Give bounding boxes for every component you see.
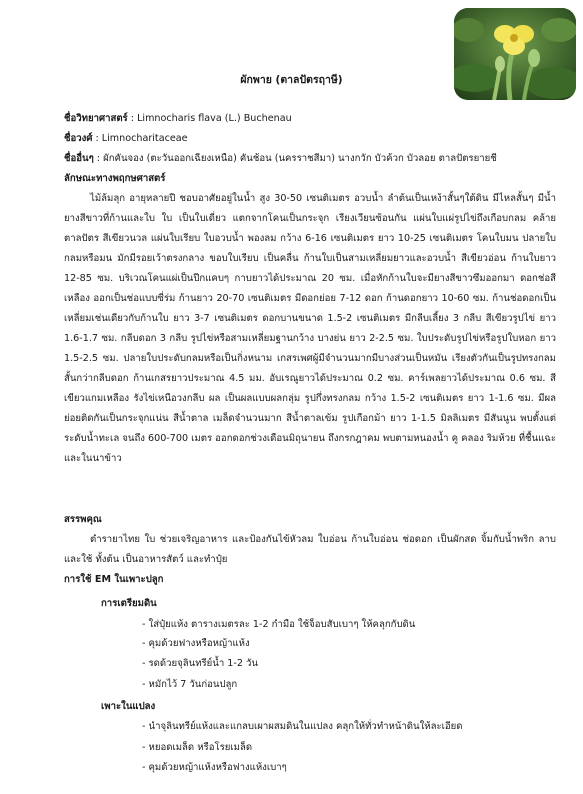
soil-step: - รดด้วยจุลินทรีย์น้ำ 1-2 วัน — [142, 658, 258, 669]
botany-text: ไม้ล้มลุก อายุหลายปี ชอบอาศัยอยู่ในน้ำ สูง 30-50 เซนติเมตร อวบน้ำ ลำต้นเป็นเหง้าสั้นๆใต้ดิน มีไหลสั้นๆ มีน้ำยางสีขาวที่ก้านและใบ ใบ เป็นใบเดี่ยว แตกจากโคนเป็นกระจุก เรียงเวียนซ้อนกัน แผ่นใบแผ่รูปไข่ถึงเกือบกลม คล้ายตาลปัตร สีเขียวนวล แผ่นใบเรียบ ใบอวบน้ำ พองลม กว้าง 6-16 เซนติเมตร ยาว 10-25 เซนติเมตร โคนใบมน ปลายใบกลมหรือมน มักมีรอยเว้าตรงกลาง ขอบใบเรียบ เป็นคลื่น ก้านใบเป็นสามเหลี่ยมยาวและอวบน้ำ สีเขียวอ่อน ก้านใบยาว 12-85 ซม. บริเวณโคนแผ่เป็นปีกแคบๆ กาบยาวได้ประมาณ 20 ซม. เมื่อหักก้านใบจะมียางสีขาวซึมออกมา ดอกช่อสีเหลือง ออกเป็นช่อแบบซี่ร่ม ก้านยาว 20-70 เซนติเมตร มีดอกย่อย 7-12 ดอก ก้านดอกยาว 10-60 ซม. ก้านช่อดอกเป็นเหลี่ยมเช่นเดียวกับก้านใบ ยาว 3-7 เซนติเมตร ดอกบานขนาด 1.5-2 เซนติเมตร มีกลีบเลี้ยง 3 กลีบ สีเขียวรูปไข่ ยาว 1.6-1.7 ซม. กลีบดอก 3 กลีบ รูปไข่หรือสามเหลี่ยมฐานกว้าง บางย่น ยาว 2-2.5 ซม. ใบประดับรูปไข่หรือรูปใบหอก ยาว 1.5-2.5 ซม. ปลายใบประดับกลมหรือเป็นกิ่งหนาม เกสรเพศผู้มีจำนวนมากมีบางส่วนเป็นหมัน เรียงตัวกันเป็นรูปทรงกลม สั้นกว่ากลีบดอก ก้านเกสรยาวประมาณ 4.5 มม. อับเรณูยาวได้ประมาณ 0.2 ซม. คาร์เพลยาวได้ประมาณ 0.6 ซม. สีเขียวแกมเหลือง รังไข่เหนือวงกลีบ ผล เป็นผลแบบผลกลุ่ม รูปกึ่งทรงกลม กว้าง 1.5-2 เซนติเมตร ยาว 1-1.6 ซม. มีผลย่อยติดกันเป็นกระจุกแน่น สีน้ำตาล เมล็ดจำนวนมาก สีน้ำตาลเข้ม รูปเกือกม้า ยาว 1-1.5 มิลลิเมตร มีสันนูน พบตั้งแต่ระดับน้ำทะเล จนถึง 600-700 เมตร ออกดอกช่วงเดือนมิถุนายน ถึงกรกฎาคม พบตามหนองน้ำ คู คลอง ริมห้วย ที่ชื้นแฉะ และในนาข้าว — [64, 193, 556, 464]
scientific-name-line: ชื่อวิทยาศาสตร์ : Limnocharis flava (L.) Buchenau — [64, 113, 292, 124]
plot-heading: เพาะในแปลง — [101, 701, 156, 712]
botany-heading: ลักษณะทางพฤกษศาสตร์ — [64, 173, 166, 184]
soil-step: - ใส่ปุ๋ยแห้ง ตารางเมตรละ 1-2 กำมือ ใช้จ็อบสับเบาๆ ให้คลุกกับดิน — [142, 619, 416, 630]
scientific-name-label: ชื่อวิทยาศาสตร์ — [64, 113, 128, 124]
scientific-name-value: Limnocharis flava (L.) Buchenau — [137, 113, 292, 124]
soil-step: - หมักไว้ 7 วันก่อนปลูก — [142, 679, 238, 690]
benefit-heading: สรรพคุณ — [64, 514, 102, 525]
plot-step: - คุมด้วยหญ้าแห้งหรือฟางแห้งเบาๆ — [142, 762, 287, 773]
soil-prep-heading: การเตรียมดิน — [101, 598, 157, 609]
family-line: ชื่อวงศ์ : Limnocharitaceae — [64, 133, 188, 144]
other-names-label: ชื่ออื่นๆ — [64, 153, 94, 164]
botany-paragraph — [64, 189, 556, 469]
benefit-paragraph — [64, 530, 556, 570]
family-value: Limnocharitaceae — [101, 133, 188, 144]
page-title: ผักพาย (ตาลปัตรฤาษี) — [240, 74, 343, 86]
family-label: ชื่อวงศ์ — [64, 133, 93, 144]
plot-step: - หยอดเมล็ด หรือโรยเมล็ด — [142, 742, 253, 753]
benefit-text: ตำรายาไทย ใบ ช่วยเจริญอาหาร และป้องกันไข้หัวลม ใบอ่อน ก้านใบอ่อน ช่อดอก เป็นผักสด จิ้มกับน้ำพริก ลาบ และใช้ ทั้งต้น เป็นอาหารสัตว์ และทำปุ๋ย — [64, 534, 556, 565]
other-names-line: ชื่ออื่นๆ : ผักคันจอง (ตะวันออกเฉียงเหนือ) คันช้อน (นครราชสีมา) นางกวัก บัวค้วก บัวลอย ตาลปัตรยายชี — [64, 153, 497, 164]
soil-step: - คุมด้วยฟางหรือหญ้าแห้ง — [142, 638, 250, 649]
plot-step: - นำจุลินทรีย์แห้งและแกลบเผาผสมดินในแปลง คลุกให้ทั่วทำหน้าดินให้ละเอียด — [142, 721, 463, 732]
other-names-value: ผักคันจอง (ตะวันออกเฉียงเหนือ) คันช้อน (นครราชสีมา) นางกวัก บัวค้วก บัวลอย ตาลปัตรยายชี — [103, 153, 497, 164]
em-heading: การใช้ EM ในเพาะปลูก — [64, 574, 164, 585]
